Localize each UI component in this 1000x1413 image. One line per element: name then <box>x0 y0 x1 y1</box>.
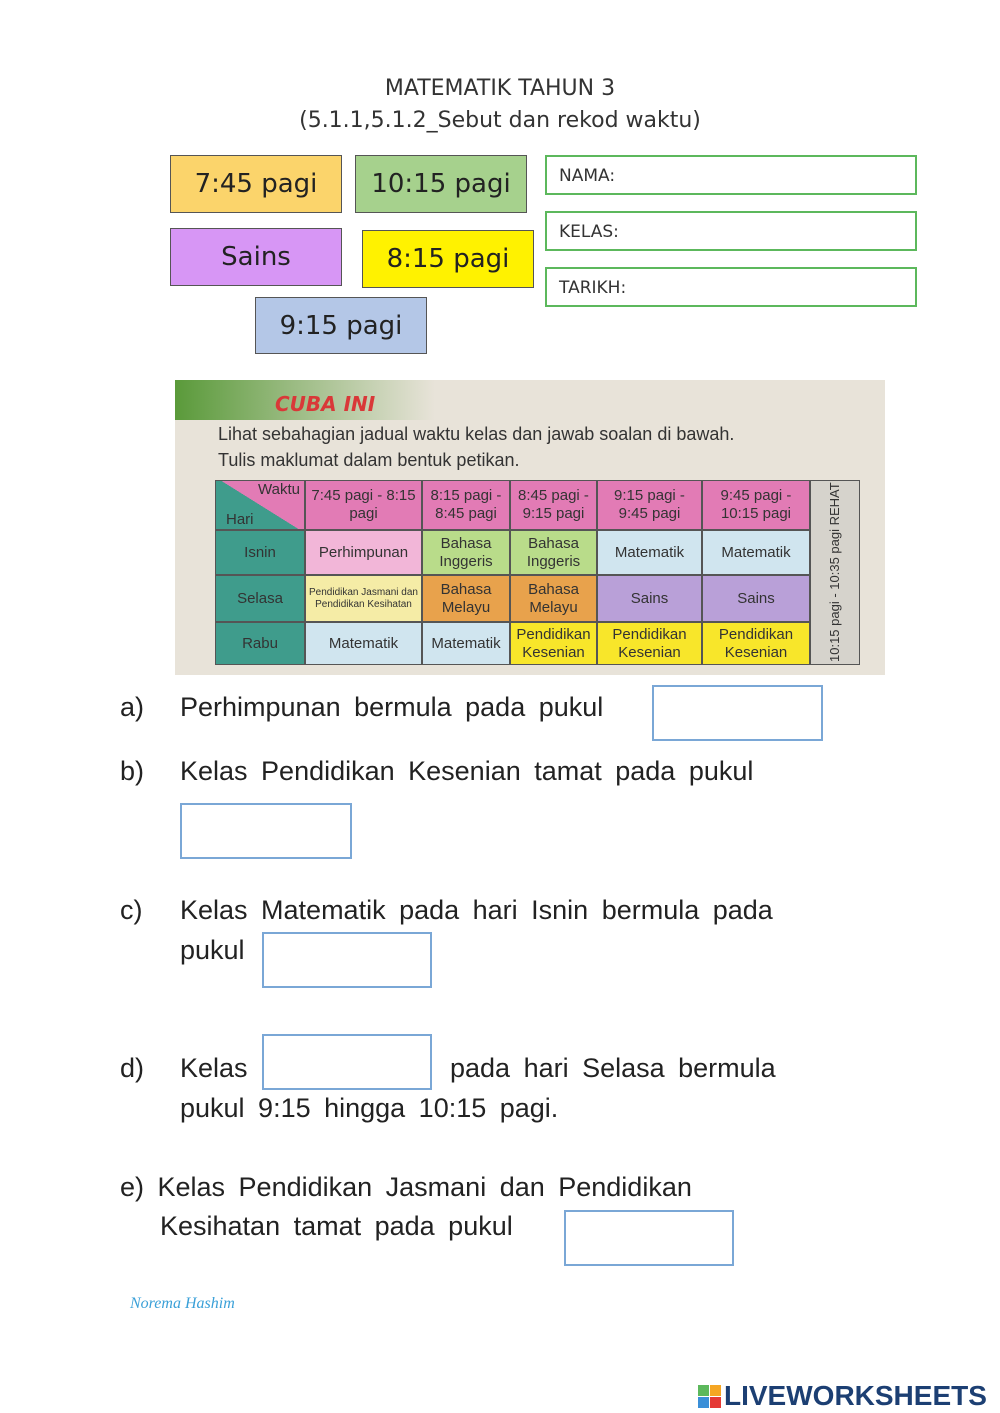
time-header: 7:45 pagi - 8:15 pagi <box>305 480 422 530</box>
timetable-cell: Bahasa Melayu <box>422 575 510 622</box>
q-a-text: Perhimpunan bermula pada pukul <box>180 692 604 722</box>
answer-chip-sains[interactable]: Sains <box>170 228 342 286</box>
timetable-cell: Matematik <box>305 622 422 665</box>
q-e-text-2: Kesihatan tamat pada pukul <box>160 1211 513 1241</box>
answer-box-a[interactable] <box>652 685 823 741</box>
timetable-cell: Pendidikan Kesenian <box>597 622 702 665</box>
corner-waktu: Waktu <box>258 481 300 498</box>
timetable-grid <box>215 480 860 665</box>
timetable-corner <box>215 480 305 530</box>
break-column: 10:15 pagi - 10:35 pagi REHAT <box>810 480 860 665</box>
author-credit: Norema Hashim <box>130 1295 235 1312</box>
answer-box-e[interactable] <box>564 1210 734 1266</box>
day-label: Selasa <box>215 575 305 622</box>
q-d-label: d) <box>120 1053 145 1083</box>
brand-name: LIVEWORKSHEETS <box>724 1380 987 1411</box>
time-header: 8:45 pagi - 9:15 pagi <box>510 480 597 530</box>
timetable-cell: Matematik <box>597 530 702 575</box>
live-logo-icon <box>698 1385 721 1408</box>
q-a-label: a) <box>120 692 145 722</box>
q-d-text-3: pukul 9:15 hingga 10:15 pagi. <box>180 1093 559 1123</box>
timetable-cell: Bahasa Inggeris <box>510 530 597 575</box>
timetable-cell: Matematik <box>702 530 810 575</box>
instruction-line-1: Lihat sebahagian jadual waktu kelas dan jawab soalan di bawah. <box>218 424 735 444</box>
day-label: Rabu <box>215 622 305 665</box>
answer-chip-815[interactable]: 8:15 pagi <box>362 230 534 288</box>
timetable-cell: Pendidikan Jasmani dan Pendidikan Kesihatan <box>305 575 422 622</box>
timetable-cell: Sains <box>702 575 810 622</box>
timetable-cell: Pendidikan Kesenian <box>702 622 810 665</box>
q-c-text-2: pukul <box>180 935 245 965</box>
banner-text: CUBA INI <box>275 392 376 416</box>
name-field[interactable]: NAMA: <box>545 155 917 195</box>
q-b-label: b) <box>120 756 145 786</box>
timetable-cell: Sains <box>597 575 702 622</box>
q-e-text: e) Kelas Pendidikan Jasmani dan Pendidikan <box>120 1172 692 1202</box>
answer-chip-915[interactable]: 9:15 pagi <box>255 297 427 354</box>
q-b-text: Kelas Pendidikan Kesenian tamat pada pukul <box>180 756 754 786</box>
q-c-text: Kelas Matematik pada hari Isnin bermula pada <box>180 895 773 925</box>
class-field[interactable]: KELAS: <box>545 211 917 251</box>
day-label: Isnin <box>215 530 305 575</box>
q-d-text: Kelas <box>180 1053 248 1083</box>
timetable-cell: Perhimpunan <box>305 530 422 575</box>
timetable-cell: Bahasa Inggeris <box>422 530 510 575</box>
timetable-cell: Bahasa Melayu <box>510 575 597 622</box>
answer-box-d[interactable] <box>262 1034 432 1090</box>
instruction-line-2: Tulis maklumat dalam bentuk petikan. <box>218 450 520 470</box>
answer-chip-745[interactable]: 7:45 pagi <box>170 155 342 213</box>
liveworksheets-logo <box>698 1380 987 1412</box>
time-header: 9:45 pagi - 10:15 pagi <box>702 480 810 530</box>
answer-box-c[interactable] <box>262 932 432 988</box>
timetable-cell: Pendidikan Kesenian <box>510 622 597 665</box>
timetable-cell: Matematik <box>422 622 510 665</box>
timetable-image <box>175 380 885 675</box>
time-header: 9:15 pagi - 9:45 pagi <box>597 480 702 530</box>
worksheet-title: MATEMATIK TAHUN 3 <box>384 76 616 101</box>
q-c-label: c) <box>120 895 143 925</box>
date-field[interactable]: TARIKH: <box>545 267 917 307</box>
answer-chip-1015[interactable]: 10:15 pagi <box>355 155 527 213</box>
worksheet-subtitle: (5.1.1,5.1.2_Sebut dan rekod waktu) <box>299 108 701 133</box>
corner-hari: Hari <box>226 511 254 528</box>
time-header: 8:15 pagi - 8:45 pagi <box>422 480 510 530</box>
q-d-text-2: pada hari Selasa bermula <box>450 1053 776 1083</box>
answer-box-b[interactable] <box>180 803 352 859</box>
